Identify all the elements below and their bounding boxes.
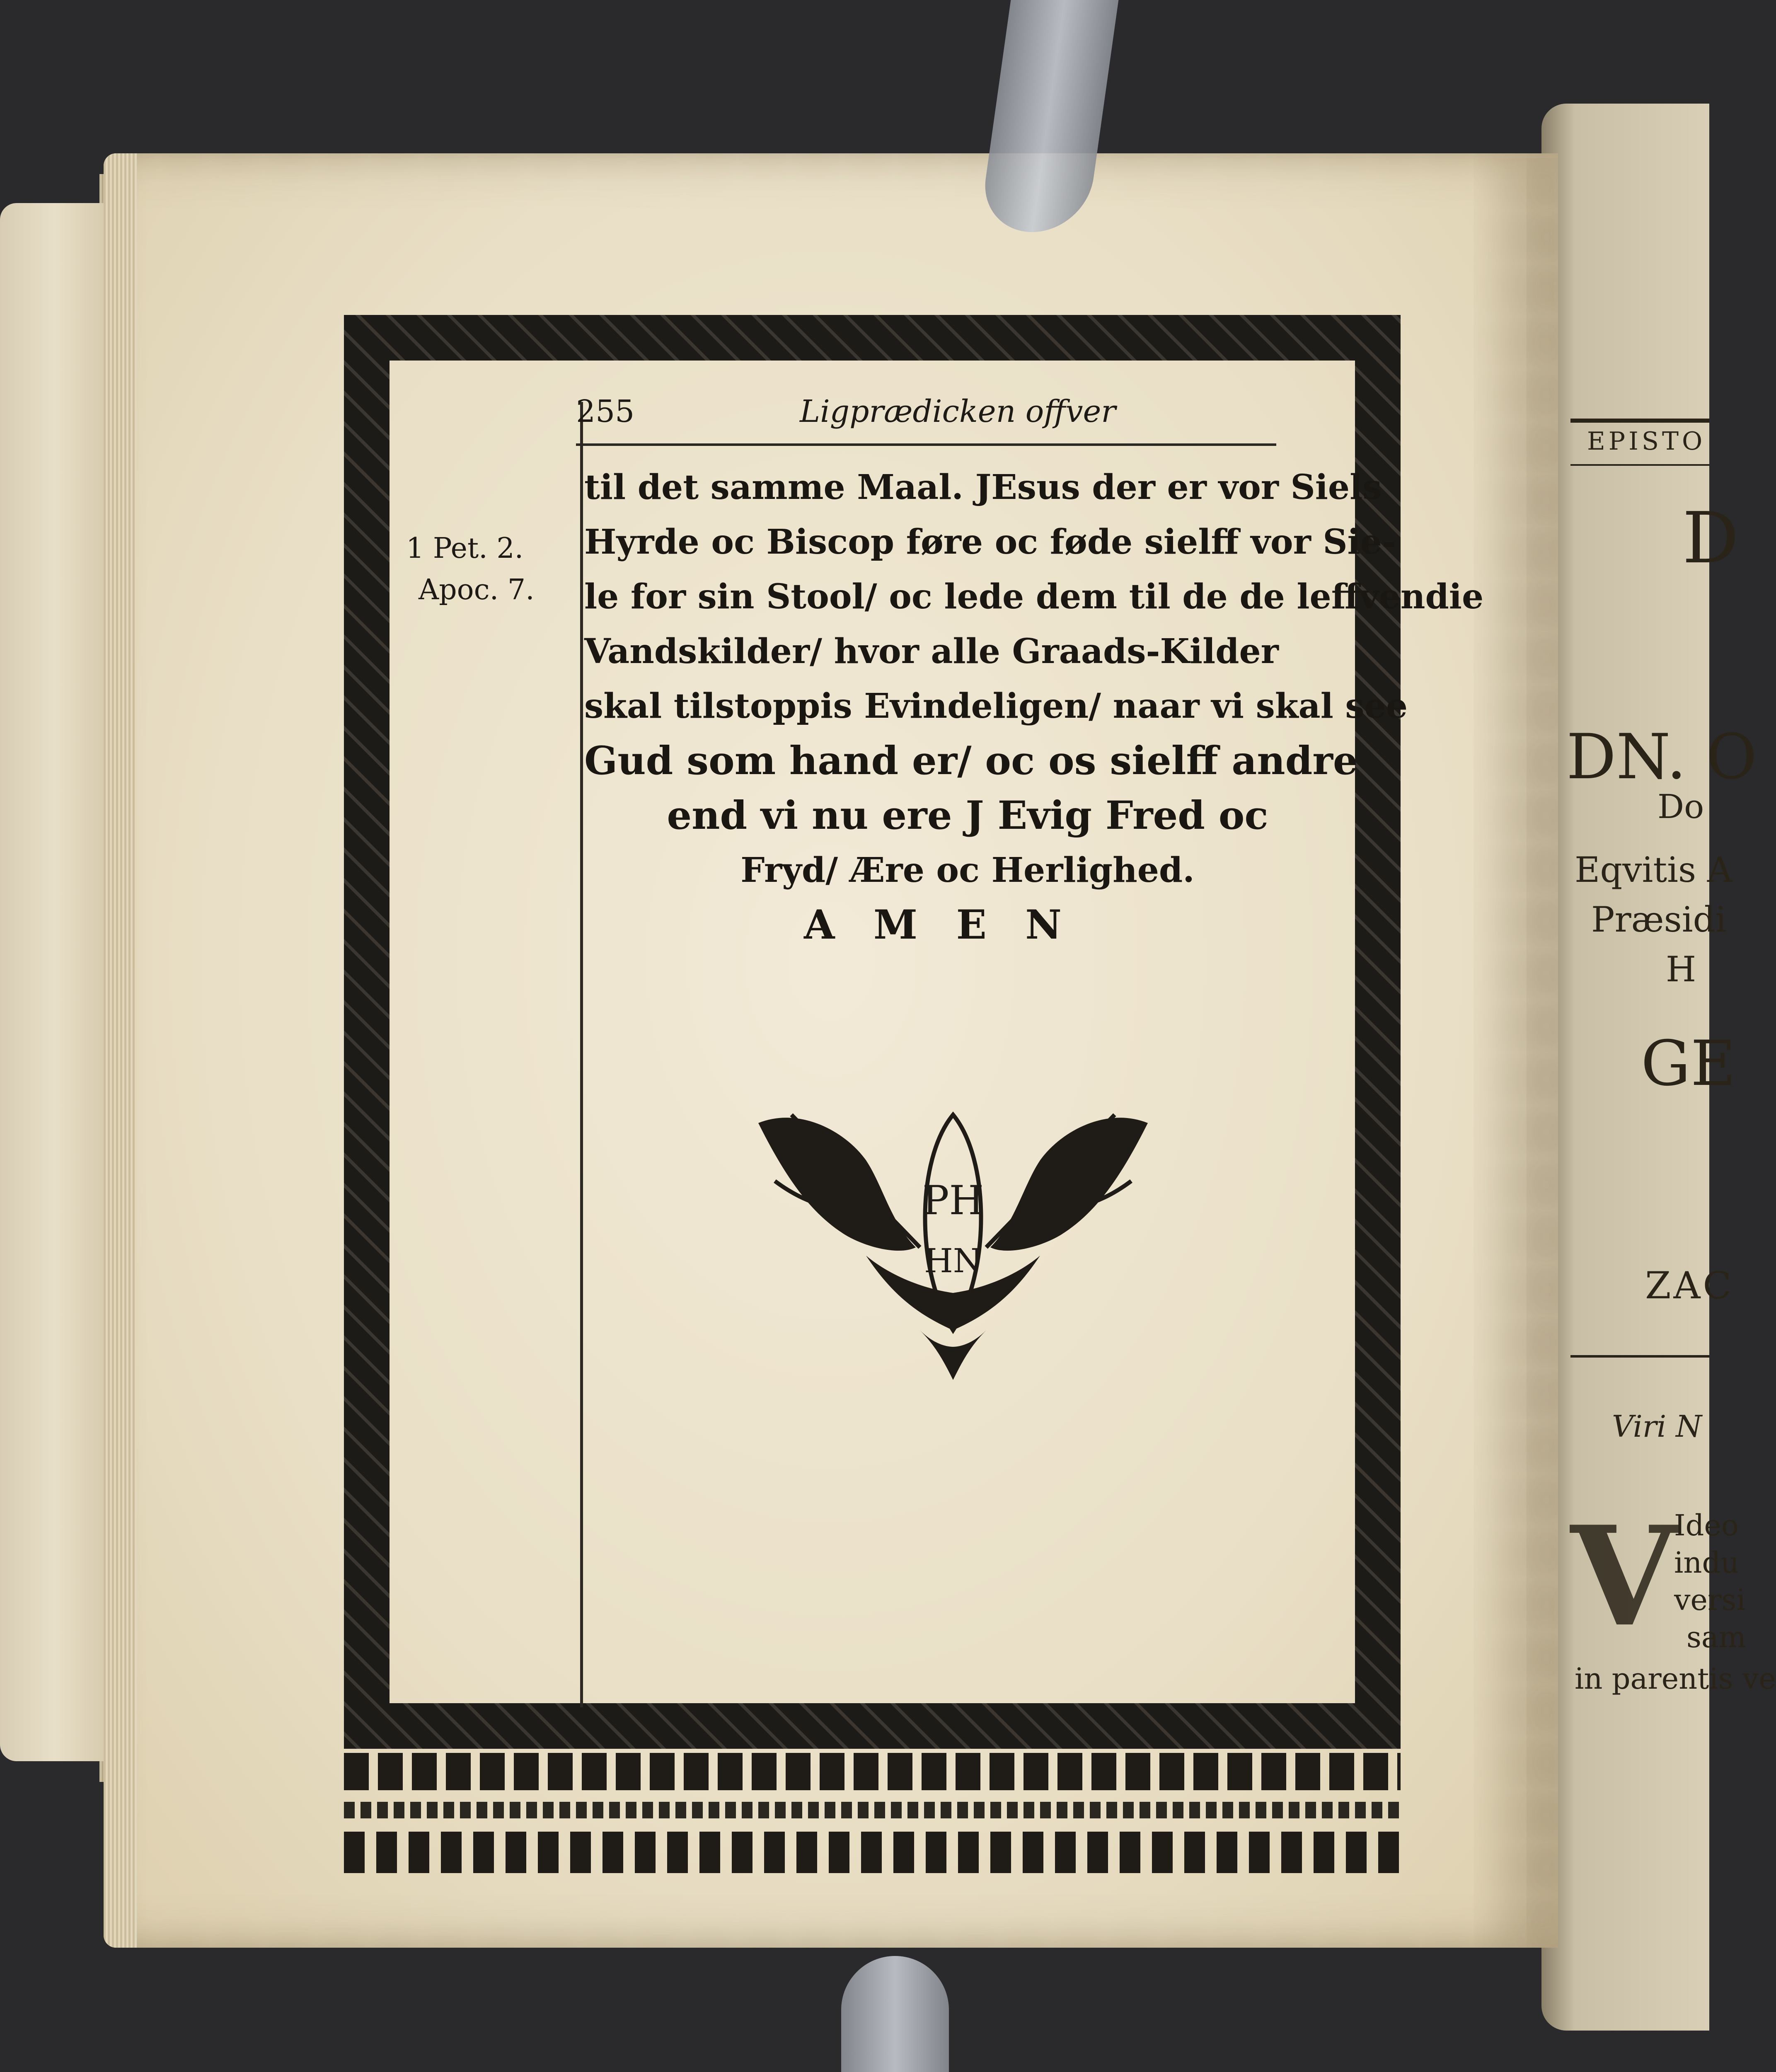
facing-page-line: Do [1657, 787, 1704, 826]
facing-page-line: EPISTO [1587, 427, 1706, 456]
bottom-ornament-band [344, 1753, 1401, 1877]
facing-page-line: indu [1674, 1546, 1740, 1580]
page-header [576, 394, 1280, 439]
book-strap-bottom [841, 1956, 949, 2072]
facing-page-line: sam [1686, 1620, 1747, 1654]
facing-page-line: Eqvitis A [1575, 850, 1732, 890]
facing-page-line: H [1666, 949, 1696, 990]
facing-page-line: Ideo [1674, 1508, 1739, 1542]
margin-reference: Apoc. 7. [419, 574, 535, 606]
printer-mark-vignette [742, 1098, 1164, 1380]
text-line: le for sin Stool/ oc lede dem til de de leffvendie [584, 577, 1484, 617]
facing-page-rule [1570, 1355, 1709, 1358]
facing-page-line: Præsidi [1591, 899, 1727, 940]
monogram-top: PH [922, 1177, 984, 1224]
facing-page-line: DN. O [1566, 721, 1757, 793]
facing-page-rule [1570, 419, 1709, 423]
text-line: Vandskilder/ hvor alle Graads-Kilder [584, 632, 1279, 671]
facing-page-line: GE [1641, 1028, 1736, 1100]
page-edges [104, 153, 137, 1948]
facing-page-line: ZAC [1645, 1264, 1734, 1307]
text-line: Gud som hand er/ oc os sielff andre [584, 738, 1358, 784]
facing-page-line: versi [1674, 1583, 1746, 1617]
text-line: end vi nu ere J Evig Fred oc [667, 793, 1268, 838]
text-line: til det samme Maal. JEsus der er vor Siels [584, 467, 1382, 507]
text-line: Hyrde oc Biscop føre oc føde sielff vor Sie- [584, 522, 1396, 562]
body-text [584, 460, 1484, 952]
facing-page-line: in parentis ve [1575, 1662, 1776, 1696]
amen: A M E N [804, 901, 1074, 948]
header-rule [576, 443, 1276, 446]
text-line: Fryd/ Ære oc Herlighed. [740, 850, 1195, 890]
page-number: 255 [576, 394, 635, 429]
facing-page-rule [1570, 464, 1709, 466]
drop-cap: V [1570, 1496, 1677, 1657]
margin-reference: 1 Pet. 2. [406, 532, 524, 565]
text-line: skal tilstoppis Evindeligen/ naar vi skal see [584, 686, 1408, 726]
monogram-bottom: HN [924, 1242, 982, 1280]
facing-page-line: Viri N [1612, 1409, 1702, 1444]
running-head: Ligprædicken offver [800, 394, 1116, 429]
facing-page-line: D [1682, 497, 1739, 579]
column-rule [580, 402, 583, 1707]
